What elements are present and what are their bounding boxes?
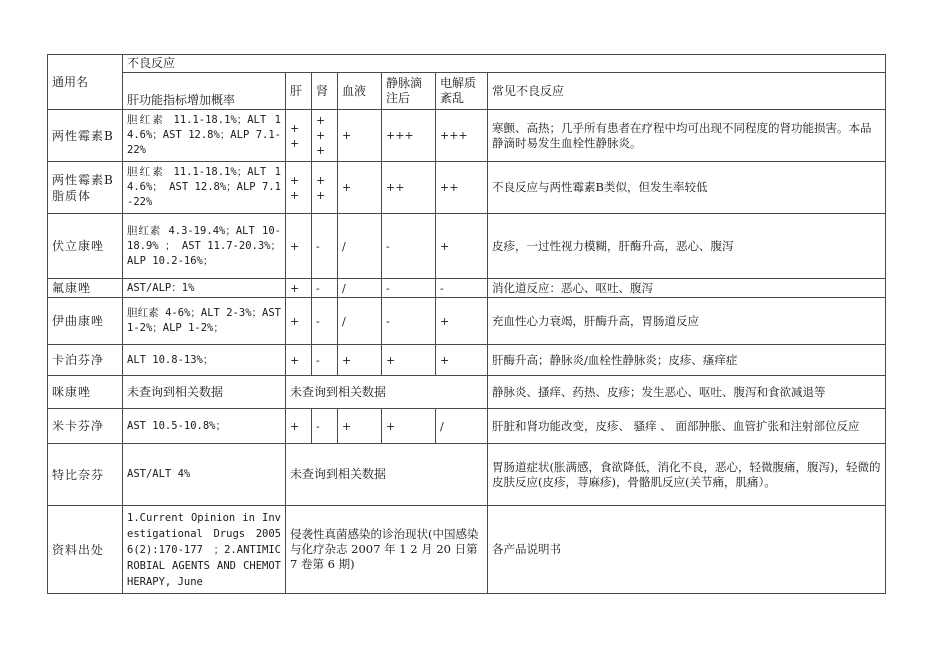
blood-value: / <box>338 214 382 279</box>
liver-value: + <box>286 298 312 345</box>
common-reactions: 消化道反应：恶心、呕吐、腹泻 <box>488 279 886 298</box>
kidney-value: - <box>312 214 338 279</box>
blood-value: + <box>338 110 382 162</box>
no-data-merged: 未查询到相关数据 <box>286 376 488 409</box>
header-liver: 肝 <box>286 73 312 110</box>
liver-function-value: AST/ALT 4% <box>123 444 286 506</box>
liver-function-value: 未查询到相关数据 <box>123 376 286 409</box>
liver-function-value: 胆红素 11.1-18.1%；ALT 14.6%；AST 12.8%；ALP 7.1-22% <box>123 110 286 162</box>
iv-value: - <box>382 214 436 279</box>
table-row <box>48 162 886 214</box>
table-row <box>48 279 886 298</box>
electrolyte-value: + <box>436 298 488 345</box>
drug-name: 咪康唑 <box>48 376 123 409</box>
blood-value: / <box>338 298 382 345</box>
common-reactions: 充血性心力衰竭，肝酶升高，胃肠道反应 <box>488 298 886 345</box>
header-blood: 血液 <box>338 73 382 110</box>
source-right: 各产品说明书 <box>488 506 886 594</box>
table-row <box>48 110 886 162</box>
kidney-value: +++ <box>312 110 338 162</box>
liver-function-value: ALT 10.8-13%； <box>123 345 286 376</box>
table-row <box>48 376 886 409</box>
blood-value: + <box>338 409 382 444</box>
drug-name: 两性霉素B脂质体 <box>48 162 123 214</box>
electrolyte-value: / <box>436 409 488 444</box>
header-liver-function: 肝功能指标增加概率 <box>123 73 286 110</box>
common-reactions: 胃肠道症状(胀满感，食欲降低，消化不良，恶心，轻微腹痛，腹泻)，轻微的皮肤反应(皮疹，荨麻疹)，骨骼肌反应(关节痛，肌痛）。 <box>488 444 886 506</box>
drug-name: 伊曲康唑 <box>48 298 123 345</box>
common-reactions: 肝酶升高；静脉炎/血栓性静脉炎；皮疹、瘙痒症 <box>488 345 886 376</box>
iv-value: - <box>382 279 436 298</box>
liver-value: + <box>286 409 312 444</box>
table-row <box>48 444 886 506</box>
source-references: 1.Current Opinion in Investigational Drugs 2005 6(2):170-177 ；2.ANTIMICROBIAL AGENTS AND CHEMOTHERAPY, June <box>123 506 286 594</box>
liver-value: + <box>286 279 312 298</box>
table-row <box>48 214 886 279</box>
kidney-value: - <box>312 279 338 298</box>
header-common: 常见不良反应 <box>488 73 886 110</box>
kidney-value: - <box>312 409 338 444</box>
iv-value: ++ <box>382 162 436 214</box>
liver-value: ++ <box>286 110 312 162</box>
kidney-value: ++ <box>312 162 338 214</box>
iv-value: + <box>382 409 436 444</box>
table-row <box>48 409 886 444</box>
common-reactions: 肝脏和肾功能改变，皮疹、 骚痒 、 面部肿胀、血管扩张和注射部位反应 <box>488 409 886 444</box>
iv-value: - <box>382 298 436 345</box>
no-data-merged: 未查询到相关数据 <box>286 444 488 506</box>
liver-function-value: 胆红素 4.3-19.4%；ALT 10-18.9% ； AST 11.7-20.3%；ALP 10.2-16%； <box>123 214 286 279</box>
drug-name: 氟康唑 <box>48 279 123 298</box>
common-reactions: 皮疹，一过性视力模糊，肝酶升高，恶心、腹泻 <box>488 214 886 279</box>
liver-value: + <box>286 345 312 376</box>
header-kidney: 肾 <box>312 73 338 110</box>
liver-function-value: AST 10.5-10.8%； <box>123 409 286 444</box>
liver-value: + <box>286 214 312 279</box>
kidney-value: - <box>312 298 338 345</box>
drug-name: 伏立康唑 <box>48 214 123 279</box>
blood-value: / <box>338 279 382 298</box>
common-reactions: 寒颤、高热；几乎所有患者在疗程中均可出现不同程度的肾功能损害。本品静滴时易发生血栓性静脉炎。 <box>488 110 886 162</box>
iv-value: + <box>382 345 436 376</box>
drug-name: 特比奈芬 <box>48 444 123 506</box>
electrolyte-value: +++ <box>436 110 488 162</box>
header-generic-name: 通用名 <box>48 55 123 110</box>
source-label: 资料出处 <box>48 506 123 594</box>
table-row <box>48 298 886 345</box>
common-reactions: 不良反应与两性霉素B类似，但发生率较低 <box>488 162 886 214</box>
liver-function-value: AST/ALP：1% <box>123 279 286 298</box>
liver-function-value: 胆红素 4-6%；ALT 2-3%；AST 1-2%；ALP 1-2%； <box>123 298 286 345</box>
drug-name: 两性霉素B <box>48 110 123 162</box>
electrolyte-value: + <box>436 345 488 376</box>
electrolyte-value: + <box>436 214 488 279</box>
header-electrolyte: 电解质紊乱 <box>436 73 488 110</box>
header-iv-after: 静脉滴注后 <box>382 73 436 110</box>
drug-name: 米卡芬净 <box>48 409 123 444</box>
liver-function-value: 胆红素 11.1-18.1%；ALT 14.6%； AST 12.8%；ALP 7.1-22% <box>123 162 286 214</box>
table-row <box>48 345 886 376</box>
electrolyte-value: ++ <box>436 162 488 214</box>
source-middle: 侵袭性真菌感染的诊治现状(中国感染与化疗杂志 2007 年 1 2 月 20 日第 7 卷第 6 期) <box>286 506 488 594</box>
drug-name: 卡泊芬净 <box>48 345 123 376</box>
common-reactions: 静脉炎、搔痒、药热、皮疹；发生恶心、呕吐、腹泻和食欲减退等 <box>488 376 886 409</box>
electrolyte-value: - <box>436 279 488 298</box>
iv-value: +++ <box>382 110 436 162</box>
liver-value: ++ <box>286 162 312 214</box>
antifungal-adverse-reactions-table <box>47 54 886 594</box>
header-adverse-reactions: 不良反应 <box>123 55 886 73</box>
blood-value: + <box>338 345 382 376</box>
kidney-value: - <box>312 345 338 376</box>
blood-value: + <box>338 162 382 214</box>
source-row <box>48 506 886 594</box>
